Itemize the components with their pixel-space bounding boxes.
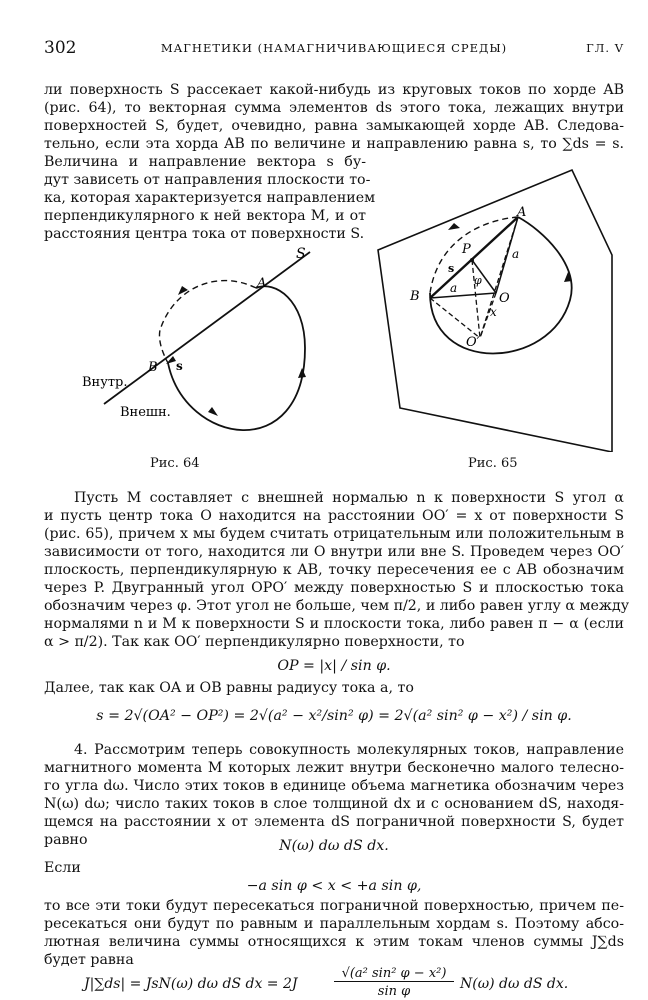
text-line: поверхностей S, будет, очевидно, равна замыкающей хорде AB. Следова- — [44, 118, 624, 134]
label-s-surface: S — [296, 246, 306, 262]
label-inside: Внутр. — [82, 375, 128, 390]
label-radius-ob: a — [450, 281, 458, 295]
equation-count: N(ω) dω dS dx. — [279, 838, 389, 854]
text-line: Величина и направление вектора s бу- — [44, 154, 366, 170]
line-bo-prime — [430, 298, 480, 338]
label-b: B — [410, 289, 420, 304]
text-line: 4. Рассмотрим теперь совокупность молекулярных токов, направление — [74, 742, 624, 758]
text-line: (рис. 64), то векторная сумма элементов ds этого тока, лежащих внутри — [44, 100, 624, 116]
running-header — [44, 38, 624, 60]
equation-sum — [84, 966, 604, 1000]
arrow-head — [208, 407, 218, 416]
label-vector-s: s — [176, 359, 183, 373]
chapter-label: ГЛ. V — [586, 41, 624, 55]
label-phi: φ — [474, 274, 482, 287]
label-a-top: A — [517, 205, 527, 220]
text-line: дут зависеть от направления плоскости то- — [44, 172, 371, 188]
surface-line — [104, 252, 310, 404]
figure-64 — [60, 240, 350, 450]
label-o: O — [499, 291, 510, 306]
label-a: A — [257, 276, 267, 291]
text-line: N(ω) dω; число таких токов в слое толщиной dx и с основанием dS, находя- — [44, 796, 624, 812]
equation-s: s = 2√(OA² − OP²) = 2√(a² − x²/sin² φ) = 2√(a² sin² φ − x²) / sin φ. — [96, 708, 572, 724]
text-line: лютная величина суммы относящихся к этим токам членов суммы J∑ds — [44, 934, 624, 950]
label-b: B — [148, 360, 158, 375]
equation-sum-numerator: √(a² sin² φ − x²) — [334, 966, 454, 982]
text-line: Далее, так как OA и OB равны радиусу тока a, то — [44, 680, 414, 696]
label-radius-oa: a — [512, 247, 520, 261]
figure-65 — [372, 150, 618, 452]
text-line: будет равна — [44, 952, 134, 968]
figure-64-caption: Рис. 64 — [150, 456, 200, 471]
running-title: МАГНЕТИКИ (НАМАГНИЧИВАЮЩИЕСЯ СРЕДЫ) — [160, 41, 508, 55]
text-line: то все эти токи будут пересекаться пограничной поверхностью, причем пе- — [44, 898, 624, 914]
label-o-prime: O′ — [466, 335, 480, 350]
text-line: нормалями n и M к поверхности S и плоскости тока, либо равен π − α (если — [44, 616, 624, 632]
text-line: расстояния центра тока от поверхности S. — [44, 226, 365, 242]
text-line: ли поверхность S рассекает какой-нибудь из круговых токов по хорде AB — [44, 82, 624, 98]
text-line: и пусть центр тока O находится на расстоянии OO′ = x от поверхности S — [44, 508, 624, 524]
point-p — [470, 258, 474, 262]
text-line: равно — [44, 832, 88, 848]
current-loop-dashed — [159, 281, 256, 363]
text-line: щемся на расстоянии x от элемента dS пограничной поверхности S, будет — [44, 814, 624, 830]
text-line: Если — [44, 860, 81, 876]
equation-sum-denominator: sin φ — [377, 984, 411, 999]
equation-range: −a sin φ < x < +a sin φ, — [246, 878, 422, 894]
text-line: обозначим через φ. Этот угол не больше, чем π/2, и либо равен углу α между — [44, 598, 630, 614]
equation-sum-rhs: N(ω) dω dS dx. — [460, 976, 569, 992]
text-line: α > π/2). Так как OO′ перпендикулярно поверхности, то — [44, 634, 465, 650]
figure-65-caption: Рис. 65 — [468, 456, 518, 471]
text-line: магнитного момента M которых лежит внутри бесконечно малого телесно- — [44, 760, 624, 776]
page-number: 302 — [44, 38, 77, 58]
line-po-prime — [472, 260, 480, 338]
text-line: Пусть M составляет с внешней нормалью n к поверхности S угол α — [74, 490, 624, 506]
text-line: го угла dω. Число этих токов в единице объема магнетика обозначим через — [44, 778, 624, 794]
text-line: ка, которая характеризуется направлением — [44, 190, 376, 206]
text-line: ресекаться они будут по равным и параллельным хордам s. Поэтому абсо- — [44, 916, 624, 932]
current-loop-solid — [168, 286, 305, 430]
text-line: плоскость, перпендикулярную к AB, точку пересечения ее с AB обозначим — [44, 562, 624, 578]
arrow-head — [298, 368, 306, 378]
text-line: (рис. 65), причем x мы будем считать отрицательным или положительным в — [44, 526, 624, 542]
radius-ob — [430, 293, 496, 298]
equation-op: OP = |x| / sin φ. — [277, 658, 391, 674]
equation-sum-lhs: J|∑ds| = JsN(ω) dω dS dx = 2J — [84, 976, 298, 992]
label-x: x — [490, 305, 497, 319]
label-outside: Внешн. — [120, 405, 171, 420]
label-p: P — [462, 242, 471, 257]
arrow-head — [448, 223, 460, 230]
text-line: тельно, если эта хорда AB по величине и направлению равна s, то ∑ds = s. — [44, 136, 624, 152]
text-line: перпендикулярного к ней вектора M, и от — [44, 208, 366, 224]
text-line: зависимости от того, находится ли O внутри или вне S. Проведем через OO′ — [44, 544, 624, 560]
label-s: s — [448, 262, 455, 275]
text-line: через P. Двугранный угол OPO′ между поверхностью S и плоскостью тока — [44, 580, 624, 596]
